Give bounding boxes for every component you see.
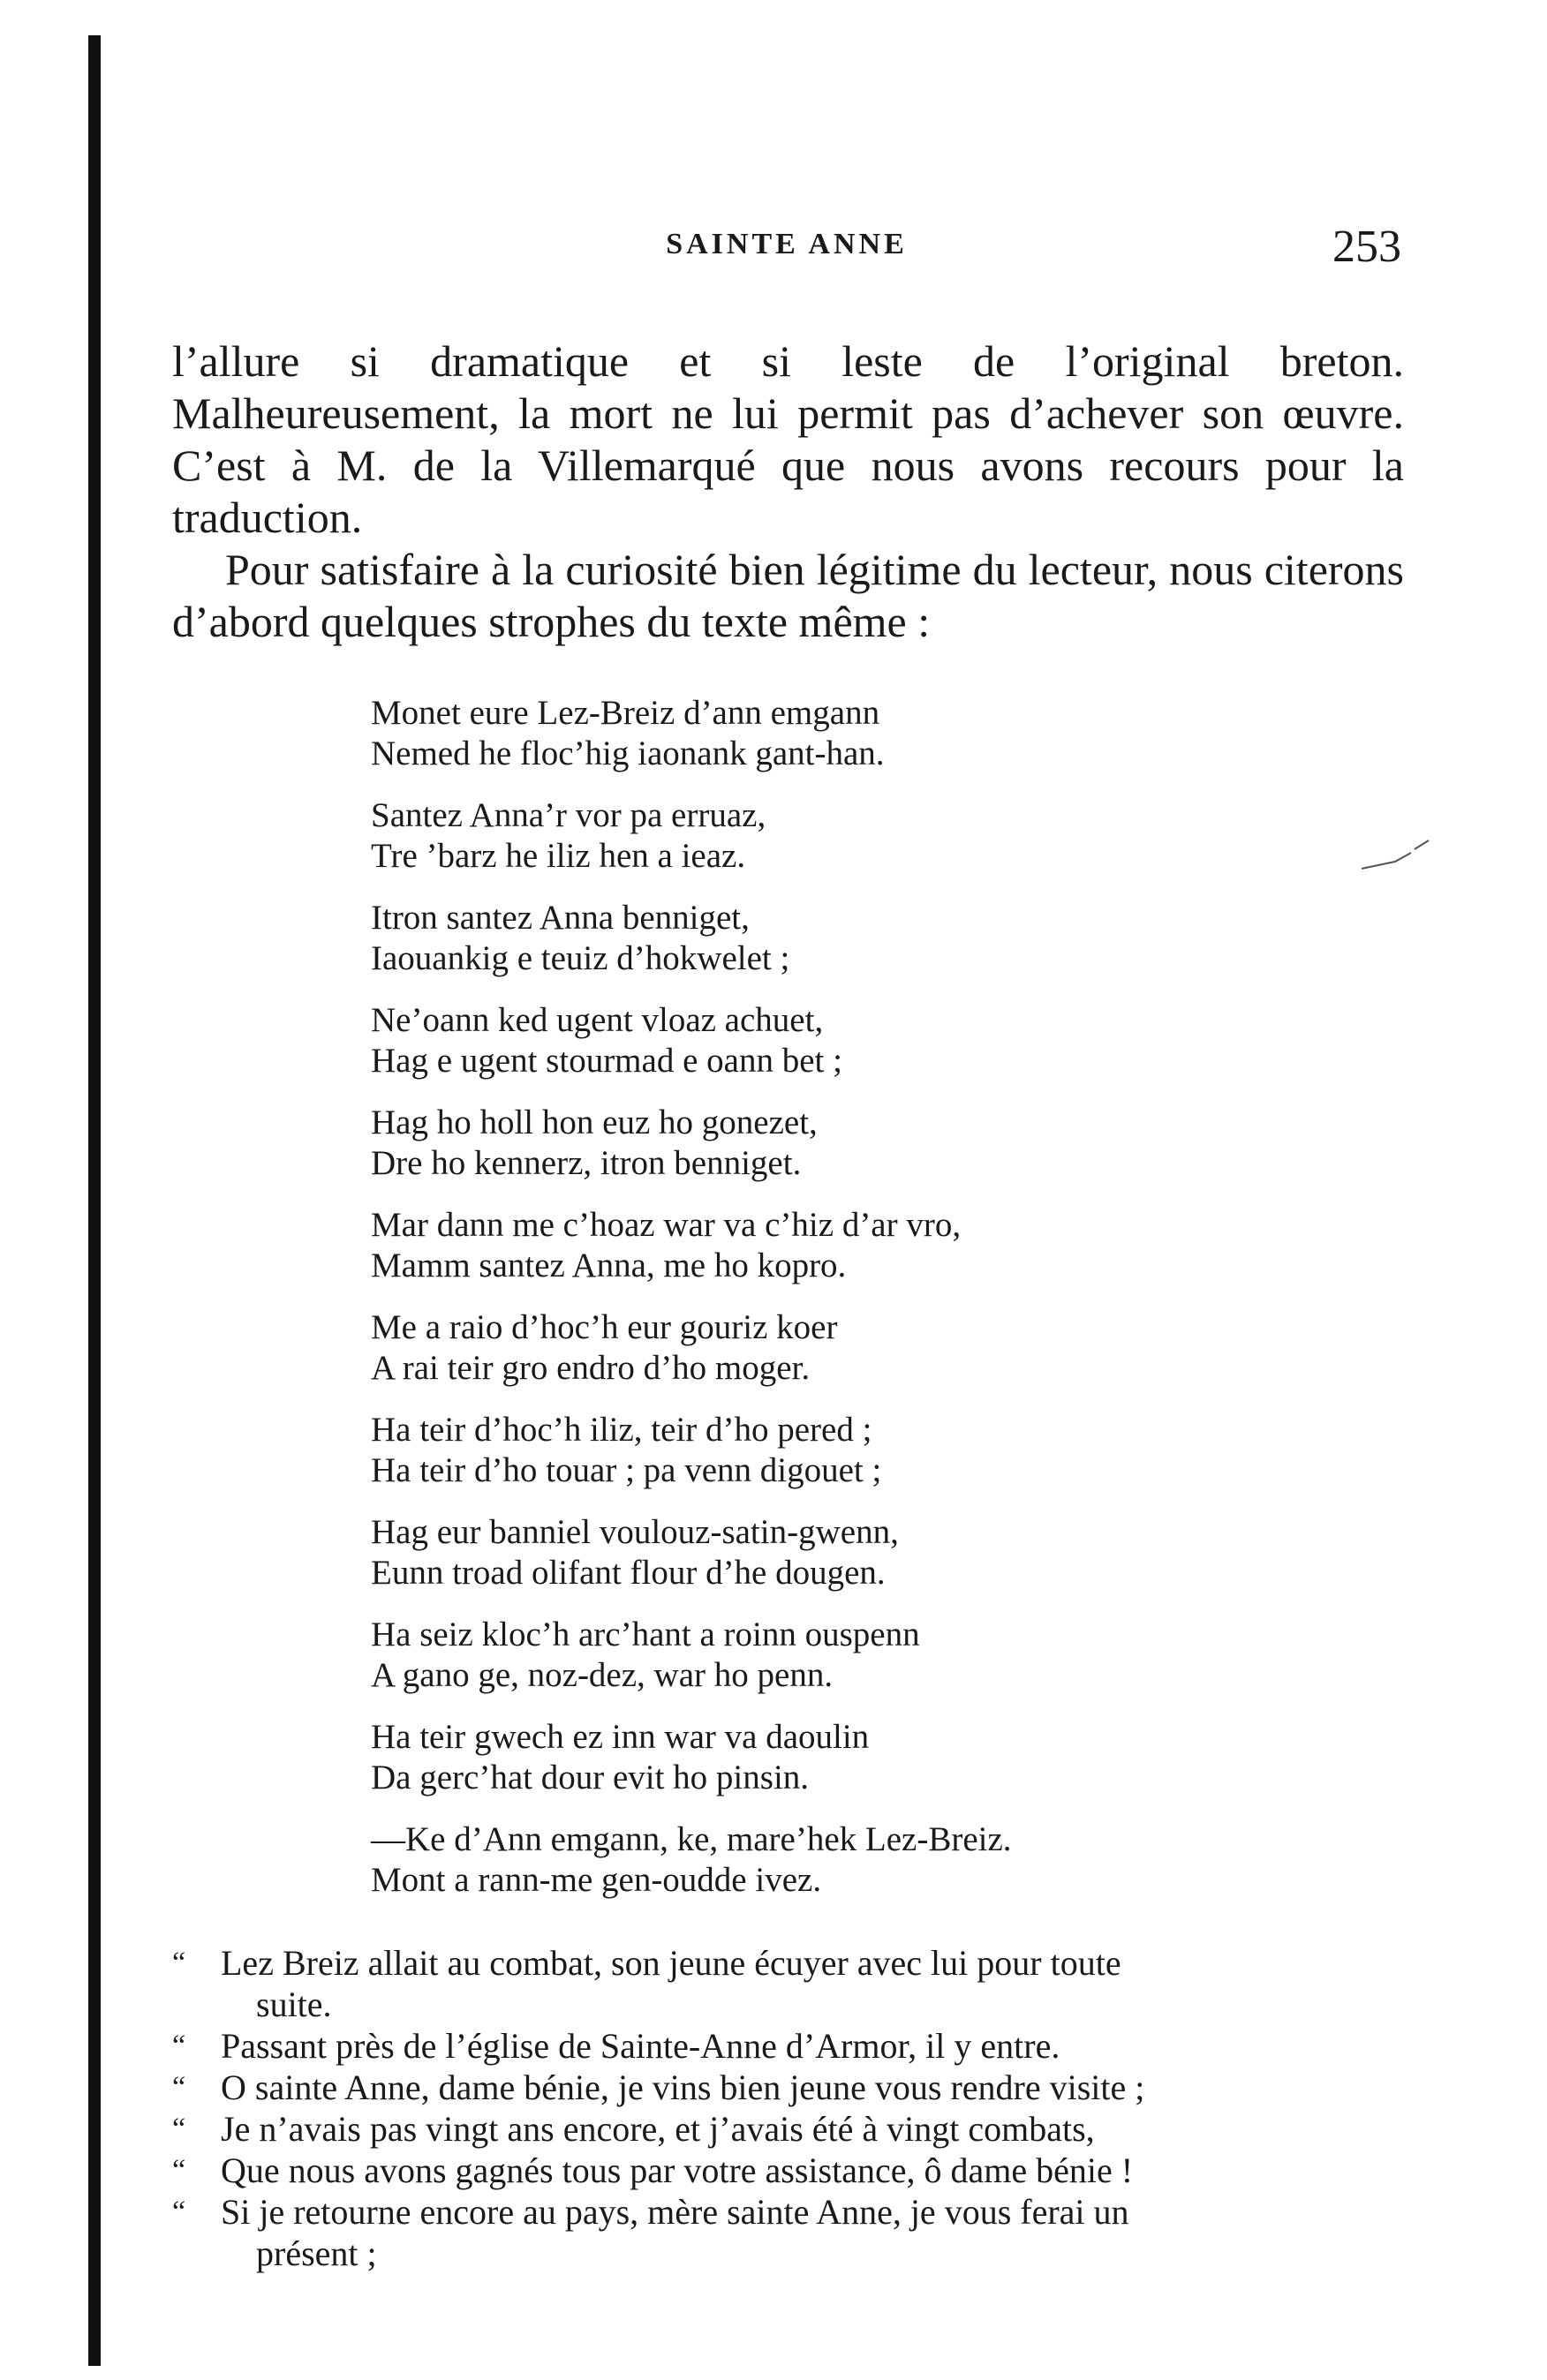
pencil-mark (1360, 837, 1430, 872)
verse-line: Ha teir d’ho touar ; pa venn digouet ; (371, 1451, 882, 1489)
quote-mark: “ (172, 2154, 186, 2187)
book-spine-edge (88, 35, 101, 2366)
stanza (371, 1512, 1254, 1593)
verse-line: Hag eur banniel voulouz-satin-gwenn, (371, 1513, 899, 1551)
stanza (371, 1819, 1254, 1901)
quote-mark: “ (172, 2030, 186, 2062)
translation-line (172, 2150, 1408, 2191)
verse-line: Tre ’barz he iliz hen a ieaz. (371, 837, 746, 875)
verse-line: Mamm santez Anna, me ho kopro. (371, 1246, 847, 1284)
verse-line: Dre ho kennerz, itron benniget. (371, 1144, 802, 1182)
translation-continuation: suite. (256, 1985, 332, 2024)
stanza (371, 1307, 1254, 1389)
page-number: 253 (1332, 222, 1401, 272)
translation-line (172, 1942, 1408, 2025)
stanza (371, 898, 1254, 979)
paragraph: l’allure si dramatique et si leste de l’original breton. Malheureusement, la mort ne lui permit pas d’achever son œuvre. C’est à M. de la Villemarqué que nous avons recours pour la traduction. (172, 336, 1404, 542)
stanza (371, 693, 1254, 774)
translation-line (172, 2191, 1408, 2274)
stanza (371, 1205, 1254, 1286)
paragraph: Pour satisfaire à la curiosité bien légitime du lecteur, nous citerons d’abord quelques strophes du texte même : (172, 545, 1404, 646)
translation-line (172, 2025, 1408, 2067)
running-head: SAINTE ANNE (666, 228, 908, 260)
verse-line: Hag ho holl hon euz ho gonezet, (371, 1103, 818, 1141)
translation-text: Je n’avais pas vingt ans encore, et j’avais été à vingt combats, (221, 2109, 1095, 2149)
translation-continuation: présent ; (256, 2233, 377, 2273)
verse-line: Mar dann me c’hoaz war va c’hiz d’ar vro, (371, 1206, 962, 1244)
verse-line: Santez Anna’r vor pa erruaz, (371, 796, 766, 834)
quote-mark: “ (172, 1947, 186, 1979)
quote-mark: “ (172, 2195, 186, 2228)
verse-line: Me a raio d’hoc’h eur gouriz koer (371, 1308, 838, 1346)
verse-line: Iaouankig e teuiz d’hokwelet ; (371, 939, 790, 977)
verse-line: Da gerc’hat dour evit ho pinsin. (371, 1759, 810, 1796)
translation-line (172, 2108, 1408, 2150)
verse-line: Ha teir gwech ez inn war va daoulin (371, 1718, 870, 1756)
breton-poem (371, 693, 1254, 1922)
verse-line: Mont a rann-me gen-oudde ivez. (371, 1861, 822, 1899)
verse-line: Nemed he floc’hig iaonank gant-han. (371, 734, 885, 772)
verse-line: Monet eure Lez-Breiz d’ann emgann (371, 694, 880, 732)
translation-line (172, 2067, 1408, 2108)
translation-text: Passant près de l’église de Sainte-Anne d’Armor, il y entre. (221, 2026, 1060, 2066)
verse-line: Hag e ugent stourmad e oann bet ; (371, 1042, 842, 1080)
translation-text: Lez Breiz allait au combat, son jeune écuyer avec lui pour toute (221, 1943, 1121, 1983)
verse-line: A rai teir gro endro d’ho moger. (371, 1349, 811, 1387)
stanza (371, 1000, 1254, 1081)
translation-text: Si je retourne encore au pays, mère sainte Anne, je vous ferai un (221, 2192, 1129, 2232)
quote-mark: “ (172, 2113, 186, 2145)
verse-line: Ne’oann ked ugent vloaz achuet, (371, 1001, 824, 1039)
verse-line: Eunn troad olifant flour d’he dougen. (371, 1554, 886, 1592)
verse-line: Itron santez Anna benniget, (371, 899, 750, 937)
verse-line: Ha seiz kloc’h arc’hant a roinn ouspenn (371, 1616, 920, 1653)
stanza (371, 795, 1254, 877)
verse-line: A gano ge, noz-dez, war ho penn. (371, 1656, 834, 1694)
quote-mark: “ (172, 2071, 186, 2104)
french-translation (172, 1942, 1408, 2274)
verse-line: Ha teir d’hoc’h iliz, teir d’ho pered ; (371, 1411, 872, 1449)
stanza (371, 1410, 1254, 1491)
prose-body (172, 335, 1404, 648)
page-header (172, 221, 1401, 274)
translation-text: Que nous avons gagnés tous par votre assistance, ô dame bénie ! (221, 2150, 1134, 2190)
stanza (371, 1717, 1254, 1798)
stanza (371, 1103, 1254, 1184)
translation-text: O sainte Anne, dame bénie, je vins bien jeune vous rendre visite ; (221, 2067, 1145, 2107)
stanza (371, 1615, 1254, 1696)
verse-line: —Ke d’Ann emgann, ke, mare’hek Lez-Breiz. (371, 1820, 1012, 1858)
